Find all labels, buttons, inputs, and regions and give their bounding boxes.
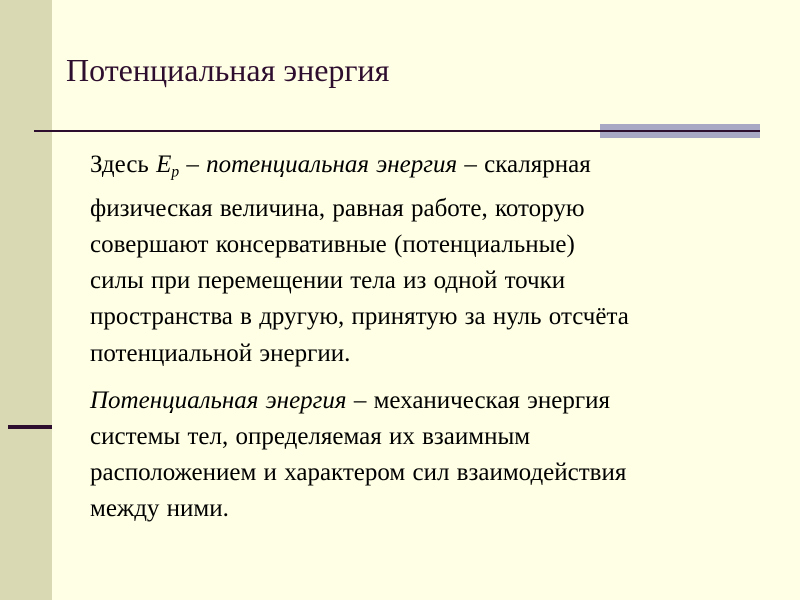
paragraph-potential-energy [90,383,770,528]
paragraph-definition-ep [90,147,770,372]
slide-body [90,147,770,528]
text-lead: Здесь [90,151,157,178]
symbol-e: E [156,151,172,178]
term-potential-energy: Потенциальная энергия [90,386,347,414]
text-line: между ними. [90,495,229,523]
text-line: пространства в другую, принятую за нуль отсчёта [90,303,629,331]
text-line [90,147,770,191]
text-tail: – механическая энергия [346,386,611,414]
text-line: системы тел, определяемая их взаимным [90,423,531,451]
slide-title: Потенциальная энергия [66,52,390,88]
text-line: потенциальной энергии. [90,339,351,367]
text-line [90,383,770,419]
sidebar-decoration [0,0,52,600]
symbol-subscript: p [171,163,180,181]
text-line: совершают консервативные (потенциальные) [90,231,575,259]
term-potential-energy: – потенциальная энергия [179,151,458,178]
text-line: силы при перемещении тела из одной точки [90,267,566,295]
text-line: расположением и характером сил взаимодействия [90,459,627,487]
text-line: физическая величина, равная работе, которую [90,194,585,222]
title-accent-line [600,130,760,132]
text-tail: – скалярная [457,151,591,178]
sidebar-notch [8,425,52,429]
